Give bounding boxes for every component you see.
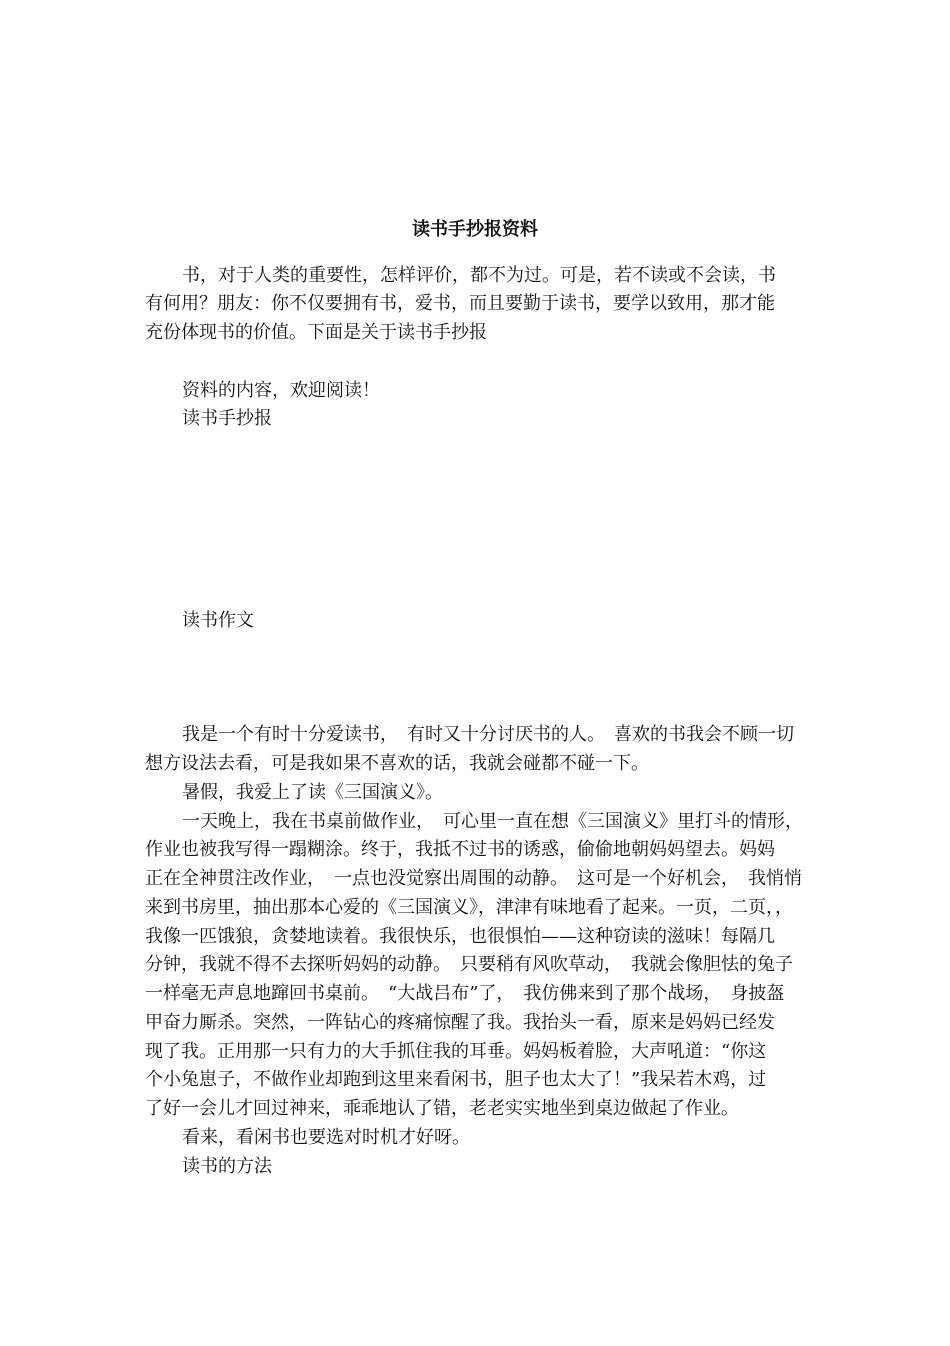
closing-heading: 读书的方法	[182, 1156, 272, 1177]
essay-line-6: 正在全神贯注改作业， 一点也没觉察出周围的动静。 这可是一个好机会， 我悄悄	[145, 868, 802, 889]
essay-line-5: 作业也被我写得一蹋糊涂。终于，我抵不过书的诱惑，偷偷地朝妈妈望去。妈妈	[145, 839, 775, 860]
essay-line-15: 看来，看闲书也要选对时机才好呀。	[182, 1127, 470, 1148]
section-heading-essay: 读书作文	[182, 610, 254, 631]
intro-line-2: 有何用？朋友：你不仅要拥有书，爱书，而且要勤于读书，要学以致用，那才能	[145, 293, 775, 314]
intro-welcome: 资料的内容，欢迎阅读！	[182, 380, 380, 401]
essay-line-2: 想方设法去看，可是我如果不喜欢的话，我就会碰都不碰一下。	[145, 753, 649, 774]
essay-line-3: 暑假，我爱上了读《三国演义》。	[182, 782, 443, 803]
essay-line-14: 了好一会儿才回过神来，乖乖地认了错，老老实实地坐到桌边做起了作业。	[145, 1098, 739, 1119]
essay-line-11: 甲奋力厮杀。突然，一阵钻心的疼痛惊醒了我。我抬头一看，原来是妈妈已经发	[145, 1012, 775, 1033]
essay-line-12: 现了我。正用那一只有力的大手抓住我的耳垂。妈妈板着脸，大声吼道：“你这	[145, 1041, 767, 1062]
essay-line-7: 来到书房里，抽出那本心爱的《三国演义》，津津有味地看了起来。一页，二页，，	[145, 897, 793, 918]
intro-line-3: 充份体现书的价值。下面是关于读书手抄报	[145, 322, 487, 343]
essay-line-9: 分钟，我就不得不去探听妈妈的动静。 只要稍有风吹草动， 我就会像胆怯的兔子	[145, 954, 793, 975]
document-title: 读书手抄报资料	[412, 219, 538, 240]
essay-line-10: 一样毫无声息地蹿回书桌前。 “大战吕布”了， 我仿佛来到了那个战场， 身披盔	[145, 983, 785, 1004]
essay-line-1: 我是一个有时十分爱读书， 有时又十分讨厌书的人。 喜欢的书我会不顾一切	[182, 724, 794, 745]
essay-line-8: 我像一匹饿狼，贪婪地读着。我很快乐，也很惧怕——这种窃读的滋味！每隔几	[145, 926, 775, 947]
intro-line-1: 书，对于人类的重要性，怎样评价，都不为过。可是，若不读或不会读，书	[182, 265, 776, 286]
subheading-handcopy: 读书手抄报	[182, 408, 272, 429]
essay-line-4: 一天晚上，我在书桌前做作业， 可心里一直在想《三国演义》里打斗的情形，	[182, 811, 803, 832]
essay-line-13: 个小兔崽子，不做作业却跑到这里来看闲书，胆子也太大了！”我呆若木鸡，过	[145, 1069, 767, 1090]
